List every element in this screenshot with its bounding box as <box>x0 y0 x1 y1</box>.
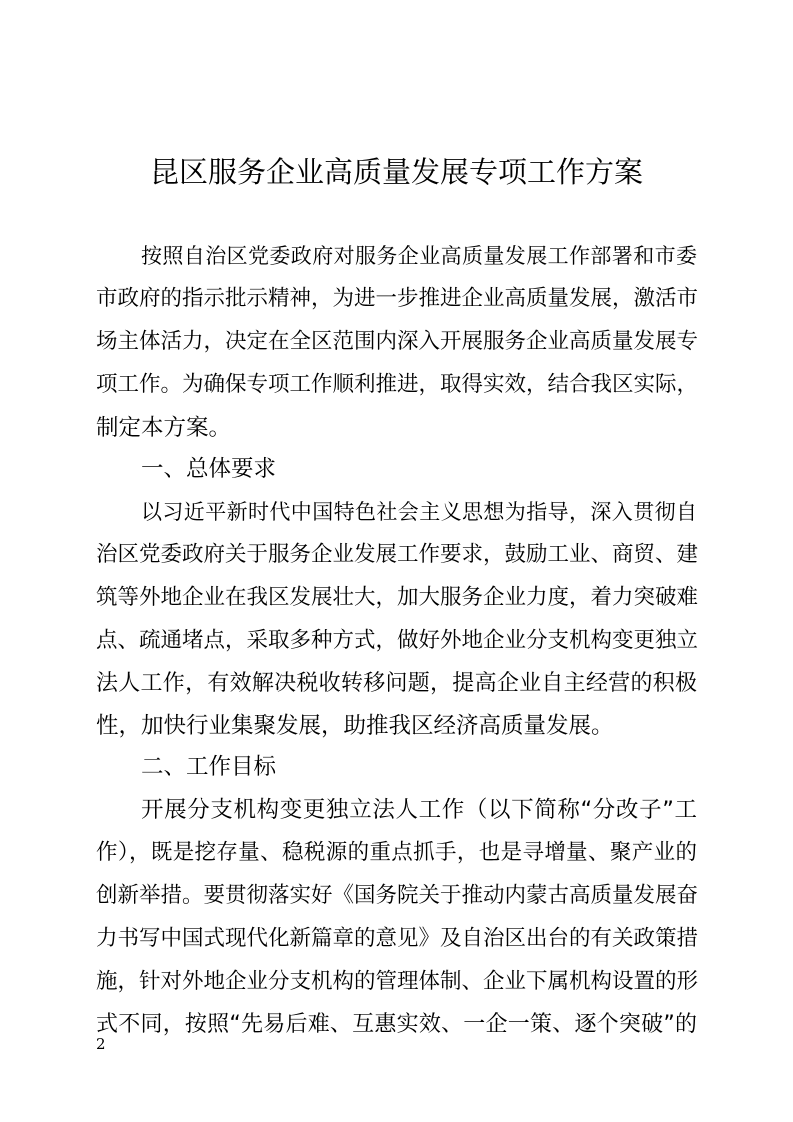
paragraph-line: 治区党委政府关于服务企业发展工作要求，鼓励工业、商贸、建 <box>96 542 699 567</box>
paragraph-line: 开展分支机构变更独立法人工作（以下简称“分改子”工 <box>141 797 697 823</box>
paragraph-line: 筑等外地企业在我区发展壮大，加大服务企业力度，着力突破难 <box>96 585 699 610</box>
paragraph-line: 施，针对外地企业分支机构的管理体制、企业下属机构设置的形 <box>96 969 699 994</box>
section-heading: 二、工作目标 <box>141 754 277 780</box>
paragraph-line: 制定本方案。 <box>96 415 232 441</box>
paragraph-line: 市政府的指示批示精神，为进一步推进企业高质量发展，激活市 <box>96 286 699 311</box>
paragraph-line: 式不同，按照“先易后难、互惠实效、一企一策、逐个突破”的 <box>96 1012 697 1037</box>
paragraph-line: 法人工作，有效解决税收转移问题，提高企业自主经营的积极 <box>96 671 697 696</box>
paragraph-line: 创新举措。要贯彻落实好《国务院关于推动内蒙古高质量发展奋 <box>96 883 699 908</box>
paragraph-line: 项工作。为确保专项工作顺利推进，取得实效，结合我区实际， <box>96 372 699 397</box>
paragraph-line: 以习近平新时代中国特色社会主义思想为指导，深入贯彻自 <box>141 500 697 524</box>
paragraph-line: 按照自治区党委政府对服务企业高质量发展工作部署和市委 <box>141 244 697 268</box>
paragraph-line: 性，加快行业集聚发展，助推我区经济高质量发展。 <box>96 713 614 739</box>
page-number: 2 <box>96 1035 106 1053</box>
paragraph-line: 作），既是挖存量、稳税源的重点抓手，也是寻增量、聚产业的 <box>96 840 697 865</box>
paragraph-line: 场主体活力，决定在全区范围内深入开展服务企业高质量发展专 <box>96 329 699 354</box>
section-heading: 一、总体要求 <box>141 456 277 482</box>
paragraph-line: 点、疏通堵点，采取多种方式，做好外地企业分支机构变更独立 <box>96 628 699 653</box>
paragraph-line: 力书写中国式现代化新篇章的意见》及自治区出台的有关政策措 <box>96 926 699 951</box>
document-title: 昆区服务企业高质量发展专项工作方案 <box>149 155 643 189</box>
